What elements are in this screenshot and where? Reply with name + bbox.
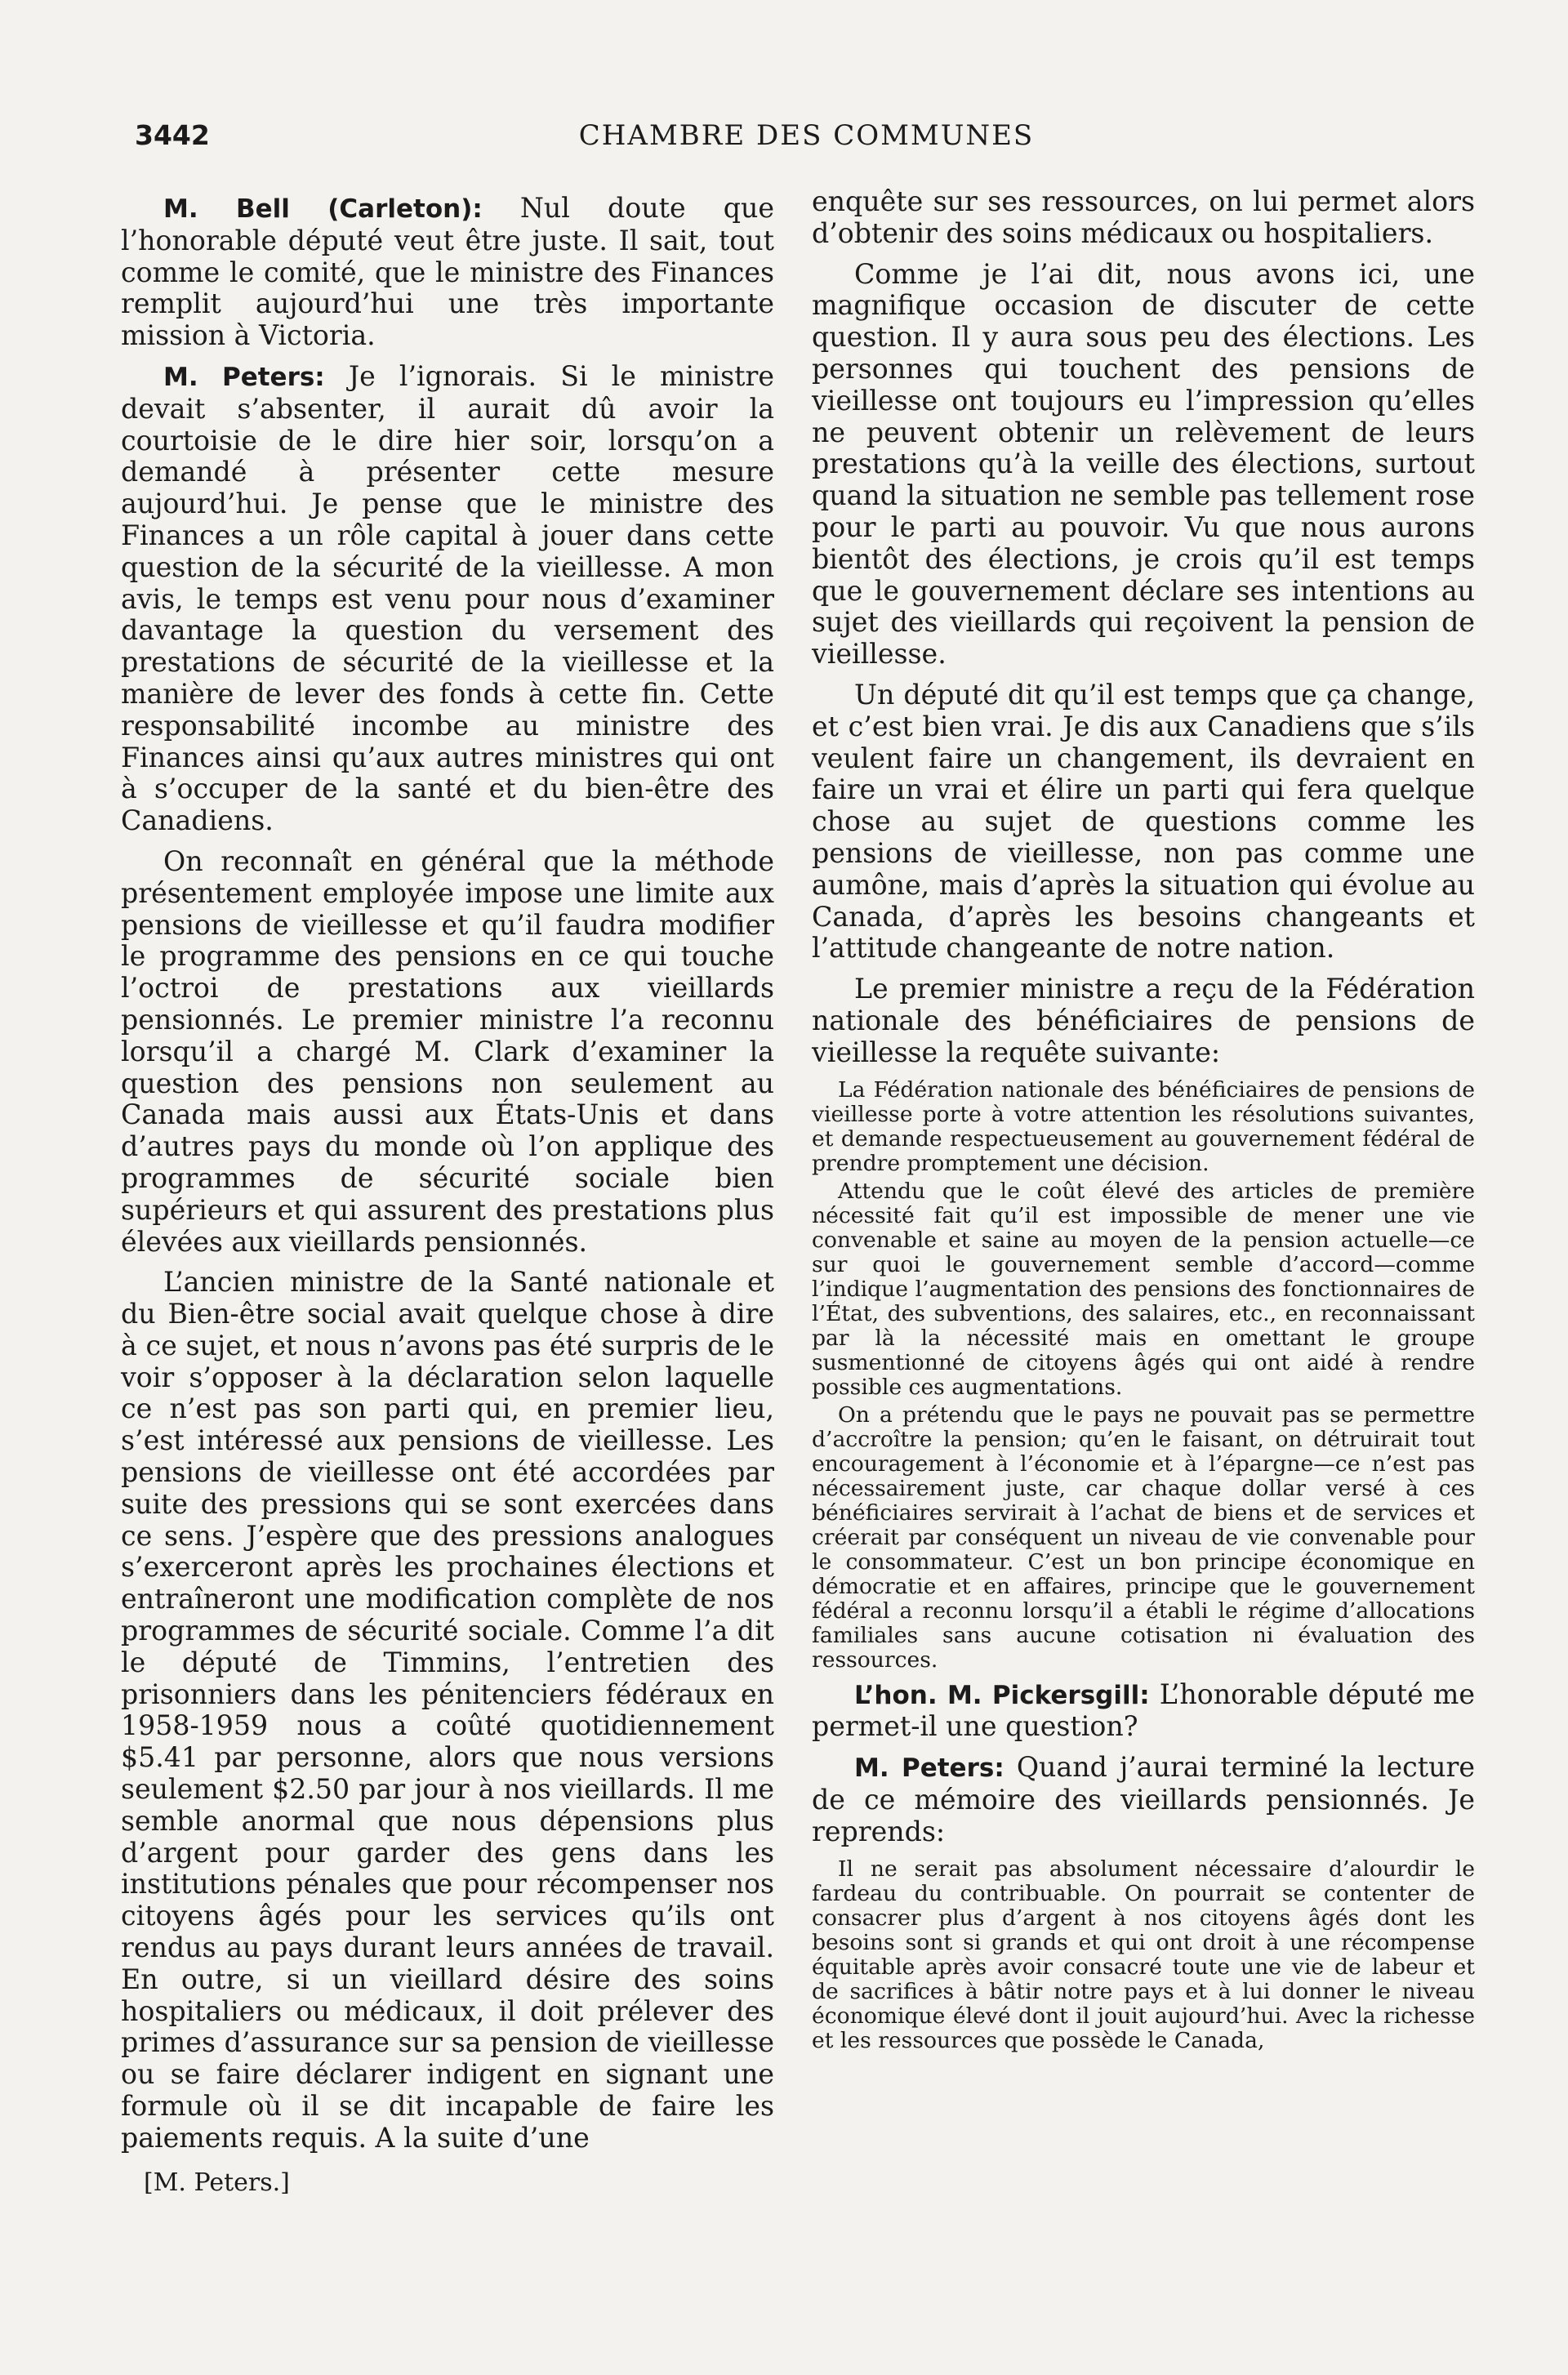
speaker-footnote: [M. Peters.] [144, 2168, 290, 2197]
quoted-paragraph [812, 1403, 1475, 1673]
paragraph [121, 193, 774, 352]
paragraph [121, 1267, 774, 2154]
paragraph-text: La Fédération nationale des bénéficiaires de pensions de vieillesse porte à votre attention les résolutions suivantes, et demande respectueusement au gouvernement fédéral de prendre promptement une décision. [812, 1076, 1475, 1176]
paragraph-text: On a prétendu que le pays ne pouvait pas se permettre d’accroître la pension; qu’en le faisant, on détruirait tout encouragement à l’économie et à l’épargne—ce n’est pas nécessairement juste, car chaque dollar versé à ces bénéficiaires servirait à l’achat de biens et de services et créerait par conséquent un niveau de vie convenable pour le consommateur. C’est un bon principe économique en démocratie et en affaires, principe que le gouvernement fédéral a reconnu lorsqu’il a établi le régime d’allocations familiales sans aucune cotisation ni évaluation des ressources. [812, 1401, 1475, 1673]
paragraph-text: Nul doute que l’honorable député veut être juste. Il sait, tout comme le comité, que le ministre des Finances remplit aujourd’hui une très importante mission à Victoria. [121, 192, 774, 352]
page-number: 3442 [135, 119, 210, 151]
running-head: CHAMBRE DES COMMUNES [578, 119, 1035, 152]
paragraph [812, 259, 1475, 671]
paragraph [812, 186, 1475, 250]
paragraph-text: L’honorable député me permet-il une question? [812, 1678, 1475, 1743]
left-column [121, 186, 774, 2163]
paragraph [121, 361, 774, 837]
speaker-name: M. Peters: [163, 362, 325, 392]
paragraph-text: Je l’ignorais. Si le ministre devait s’absenter, il aurait dû avoir la courtoisie de le dire hier soir, lorsqu’on a demandé à présenter cette mesure aujourd’hui. Je pense que le ministre des Finances a un rôle capital à jouer dans cette question de la sécurité de la vieillesse. A mon avis, le temps est venu pour nous d’examiner davantage la question du versement des prestations de sécurité de la vieillesse et la manière de lever des fonds à cette fin. Cette responsabilité incombe au ministre des Finances ainsi qu’aux autres ministres qui ont à s’occuper de la santé et du bien-être des Canadiens. [121, 359, 774, 837]
paragraph-text: Il ne serait pas absolument nécessaire d’alourdir le fardeau du contribuable. On pourrait se contenter de consacrer plus d’argent à nos citoyens âgés dont les besoins sont si grands et qui ont droit à une récompense équitable après avoir consacré toute une vie de labeur et de sacrifices à bâtir notre pays et à lui donner le niveau économique élevé dont il jouit aujourd’hui. Avec la richesse et les ressources que possède le Canada, [812, 1856, 1475, 2053]
paragraph-text: Un député dit qu’il est temps que ça change, et c’est bien vrai. Je dis aux Canadiens que s’ils veulent faire un changement, ils devraient en faire un vrai et élire un parti qui fera quelque chose au sujet de questions comme les pensions de vieillesse, non pas comme une aumône, mais d’après la situation qui évolue au Canada, d’après les besoins changeants et l’attitude changeante de notre nation. [812, 678, 1475, 965]
page-header [135, 119, 1478, 165]
quoted-paragraph [812, 1179, 1475, 1400]
right-column [812, 186, 1475, 2056]
paragraph-text: On reconnaît en général que la méthode présentement employée impose une limite aux pensions de vieillesse et qu’il faudra modifier le programme des pensions en ce qui touche l’octroi de prestations aux vieillards pensionnés. Le premier ministre l’a reconnu lorsqu’il a chargé M. Clark d’examiner la question des pensions non seulement au Canada mais aussi aux États-Unis et dans d’autres pays du monde où l’on applique des programmes de sécurité sociale bien supérieurs et qui assurent des prestations plus élevées aux vieillards pensionnés. [121, 844, 774, 1258]
paragraph-text: enquête sur ses ressources, on lui permet alors d’obtenir des soins médicaux ou hospitaliers. [812, 185, 1475, 249]
paragraph-text: Quand j’aurai terminé la lecture de ce mémoire des vieillards pensionnés. Je reprends: [812, 1751, 1475, 1847]
quoted-paragraph [812, 1078, 1475, 1176]
speaker-name: L’hon. M. Pickersgill: [854, 1680, 1150, 1710]
paragraph-text: Attendu que le coût élevé des articles de première nécessité fait qu’il est impossible de mener une vie convenable et saine au moyen de la pension actuelle—ce sur quoi le gouvernement semble d’accord—comme l’indique l’augmentation des pensions des fonctionnaires de l’État, des subventions, des salaires, etc., en reconnaissant par là la nécessité mais en omettant le groupe susmentionné de citoyens âgés qui ont aidé à rendre possible ces augmentations. [812, 1178, 1475, 1400]
paragraph [121, 846, 774, 1258]
paragraph-text: Comme je l’ai dit, nous avons ici, une magnifique occasion de discuter de cette question. Il y aura sous peu des élections. Les personnes qui touchent des pensions de vieillesse ont toujours eu l’impression qu’elles ne peuvent obtenir un relèvement de leurs prestations qu’à la veille des élections, surtout quand la situation ne semble pas tellement rose pour le parti au pouvoir. Vu que nous aurons bientôt des élections, je crois qu’il est temps que le gouvernement déclare ses intentions au sujet des vieillards qui reçoivent la pension de vieillesse. [812, 257, 1475, 671]
speaker-name: M. Bell (Carleton): [163, 194, 483, 224]
paragraph [812, 1752, 1475, 1847]
paragraph-text: L’ancien ministre de la Santé nationale et du Bien-être social avait quelque chose à dire à ce sujet, et nous n’avons pas été surpris de le voir s’opposer à la déclaration selon laquelle ce n’est pas son parti qui, en premier lieu, s’est intéressé aux pensions de vieillesse. Les pensions de vieillesse ont été accordées par suite des pressions qui se sont exercées dans ce sens. J’espère que des pressions analogues s’exerceront après les prochaines élections et entraîneront une modification complète de nos programmes de sécurité sociale. Comme l’a dit le député de Timmins, l’entretien des prisonniers dans les pénitenciers fédéraux en 1958-1959 nous a coûté quotidiennement $5.41 par personne, alors que nous versions seulement $2.50 par jour à nos vieillards. Il me semble anormal que nous dépensions plus d’argent pour garder des gens dans les institutions pénales que pour récompenser nos citoyens âgés pour les services qu’ils ont rendus au pays durant leurs années de travail. En outre, si un vieillard désire des soins hospitaliers ou médicaux, il doit prélever des primes d’assurance sur sa pension de vieillesse ou se faire déclarer indigent en signant une formule où il se dit incapable de faire les paiements requis. A la suite d’une [121, 1266, 774, 2154]
paragraph-text: Le premier ministre a reçu de la Fédération nationale des bénéficiaires de pensions de vieillesse la requête suivante: [812, 973, 1475, 1068]
paragraph [812, 680, 1475, 965]
speaker-name: M. Peters: [854, 1753, 1004, 1784]
paragraph [812, 974, 1475, 1068]
paragraph [812, 1679, 1475, 1744]
quoted-paragraph [812, 1857, 1475, 2053]
